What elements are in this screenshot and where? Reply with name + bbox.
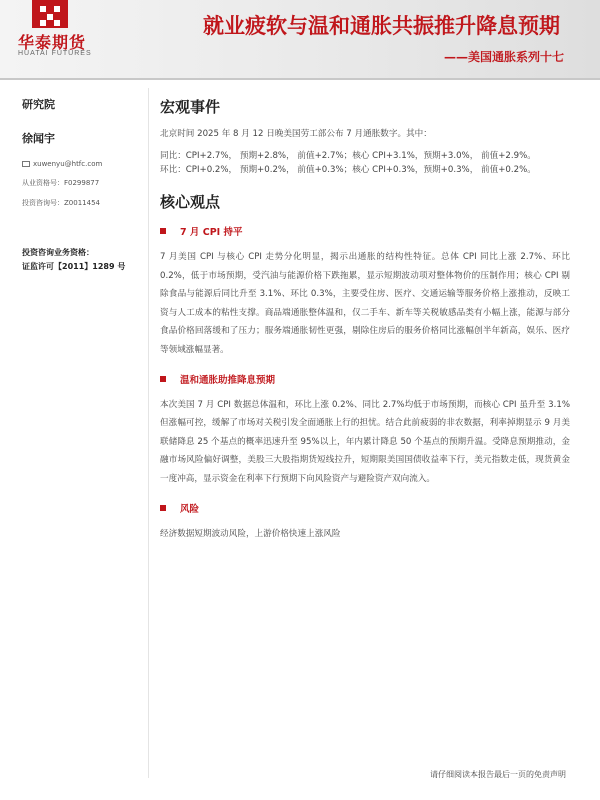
qualification-number: 从业资格号：F0299877 [22,179,100,187]
section-heading [160,224,570,238]
department-name: 研究院 [22,98,55,111]
section-body: 经济数据短期波动风险，上游价格快速上涨风险 [160,528,341,539]
consulting-number: 投资咨询号：Z0011454 [22,199,100,207]
business-qualification-license: 证监许可【2011】1289 号 [22,262,126,271]
disclaimer-note: 请仔细阅读本报告最后一页的免责声明 [430,770,566,779]
core-views-heading: 核心观点 [160,193,221,211]
header-divider [0,78,600,80]
logo-name: 华泰期货 [18,33,87,52]
section-title: 温和通胀助推降息预期 [180,374,276,386]
section-body: 本次美国 7 月 CPI 数据总体温和，环比上涨 0.2%、同比 2.7%均低于市场预期，而核心 CPI 虽升至 3.1%但涨幅可控，缓解了市场对关税引发全面通胀上行的担忧。结合此前疲弱的非农数据，利率掉期显示 9 月美联储降息 25 个基点的概率迅速升至 95%以上，年内累计降息 50 个基点的预期升温。受降息预期推动，金融市场风险偏好调整，美股三大股指期货短线拉升，短期限美国国债收益率下行，美元指数走低，现货黄金一度冲高，显示资金在利率下行预期下向风险资产与避险资产双向流入。 [160,399,570,484]
mom-data-line: 环比：CPI+0.2%， 预期+0.2%， 前值+0.3%；核心 CPI+0.3%，预期+0.3%， 前值+0.2%。 [160,165,536,175]
bullet-square-icon [160,505,166,511]
section-body: 7 月美国 CPI 与核心 CPI 走势分化明显，揭示出通胀的结构性特征。总体 CPI 同比上涨 2.7%、环比 0.2%，低于市场预期，受汽油与能源价格下跌拖累，显示短期波动项对整体物价的压制作用；核心 CPI 剔除食品与能源后同比升至 3.1%、环比 0.3%，主要受住房、医疗、交通运输等服务价格上涨推动，反映工资与人工成本的粘性支撑。商品端通胀整体温和，仅二手车、新车等关税敏感品类有小幅上涨，能源与部分食品价格回落缓和了压力；服务端通胀韧性更强，剔除住房后的服务价格同比涨幅创半年新高，娱乐、医疗等领域涨幅显著。 [160,252,570,355]
mail-icon [22,161,30,167]
section-heading [160,501,570,515]
section-title: 风险 [180,503,200,515]
column-divider [148,88,149,778]
macro-intro: 北京时间 2025 年 8 月 12 日晚美国劳工部公布 7 月通胀数字。其中： [160,129,432,139]
author-email-text: xuwenyu@htfc.com [33,160,103,168]
report-subtitle: ——美国通胀系列十七 [443,50,564,64]
author-email[interactable] [22,160,142,168]
bullet-square-icon [160,228,166,234]
section-title: 7 月 CPI 持平 [180,227,243,238]
report-header [0,0,600,78]
macro-data [160,149,570,177]
business-qualification [22,246,142,274]
logo-english-name: HUATAI FUTURES [18,50,92,57]
bullet-square-icon [160,376,166,382]
huatai-logo-icon [28,0,72,30]
report-title: 就业疲软与温和通胀共振推升降息预期 [203,14,560,38]
yoy-data-line: 同比：CPI+2.7%， 预期+2.8%， 前值+2.7%；核心 CPI+3.1%，预期+3.0%， 前值+2.9%。 [160,151,536,161]
section-heading [160,372,570,386]
author-sidebar [22,96,142,274]
report-body [160,96,570,543]
macro-events-heading: 宏观事件 [160,98,221,116]
business-qualification-title: 投资咨询业务资格： [22,248,94,257]
author-name: 徐闻宇 [22,132,55,145]
